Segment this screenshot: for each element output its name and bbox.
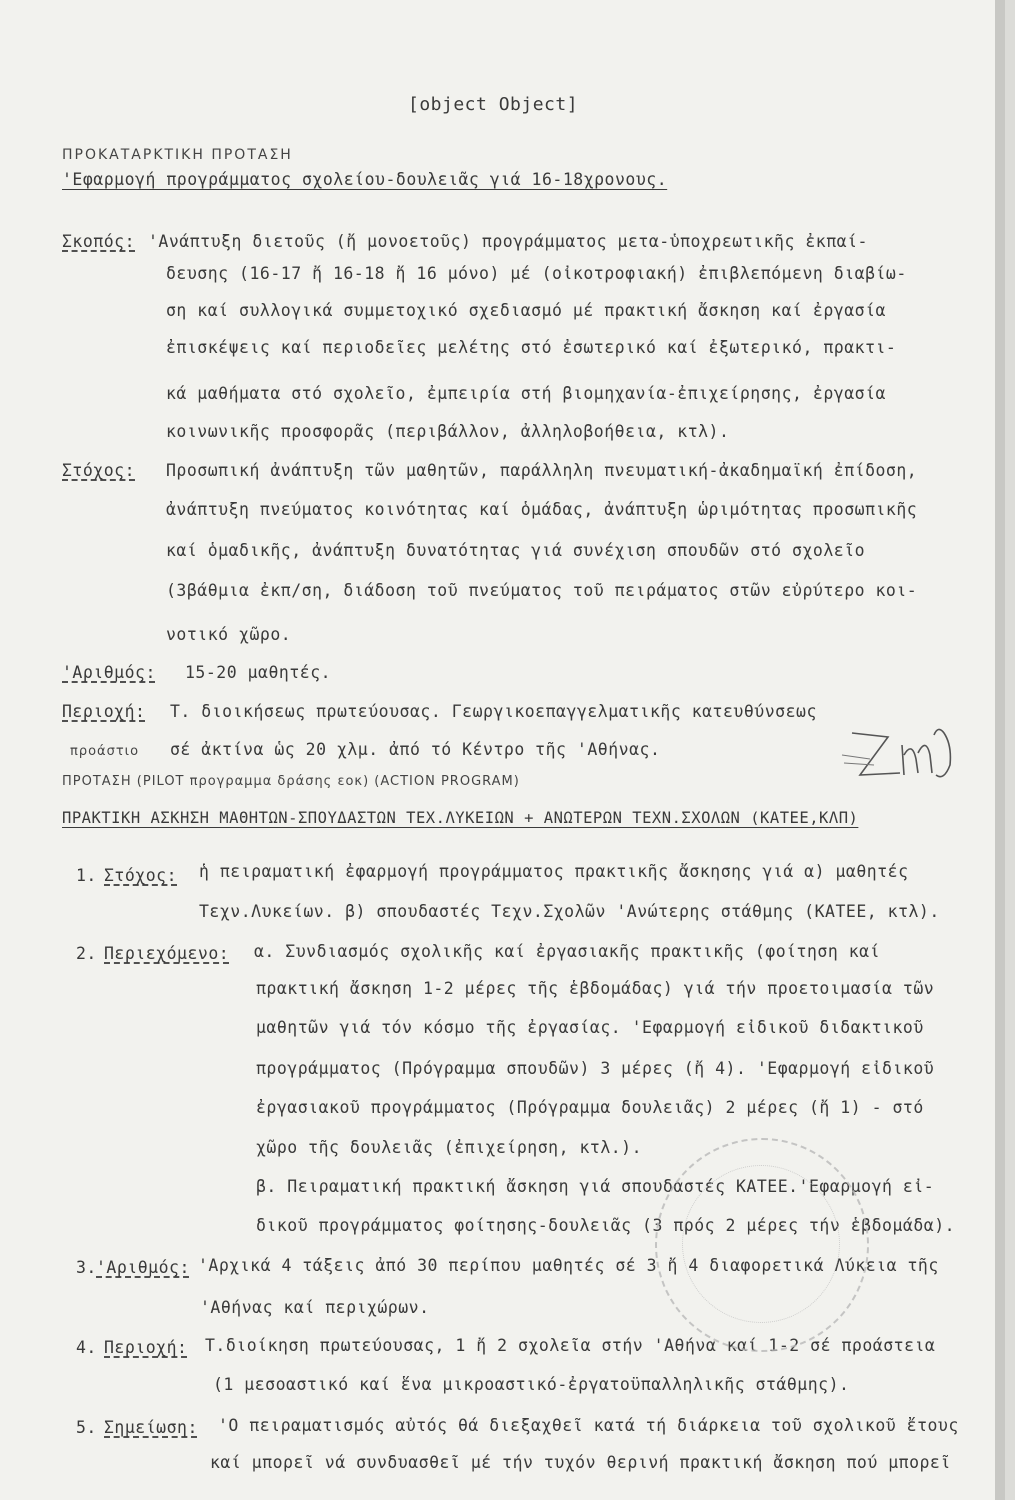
area-text: Τ. διοικήσεως πρωτεύουσας. Γεωργικοεπαγγελματικῆς κατευθύνσεως bbox=[170, 702, 817, 721]
goal-line: καί ὁμαδικῆς, ἀνάπτυξη δυνατότητας γιά συνέχιση σπουδῶν στό σχολεῖο bbox=[166, 541, 866, 560]
item-label: Περιεχόμενο: bbox=[104, 944, 230, 963]
item-number: 1. bbox=[76, 866, 97, 885]
item-text: 'Ο πειραματισμός αὐτός θά διεξαχθεῖ κατά τή διάρκεια τοῦ σχολικοῦ ἔτους bbox=[218, 1416, 959, 1435]
goal-label: Στόχος: bbox=[62, 461, 136, 480]
document-title: 'Εφαρμογή προγράμματος σχολείου-δουλειᾶς γιά 16-18χρονους. bbox=[62, 170, 668, 189]
item-number: 4. bbox=[76, 1338, 97, 1357]
goal-line: Προσωπική ἀνάπτυξη τῶν μαθητῶν, παράλληλη πνευματική-ἀκαδημαϊκή ἐπίδοση, bbox=[166, 461, 918, 480]
item-text: προγράμματος (Πρόγραμμα σπουδῶν) 3 μέρες (ἤ 4). 'Εφαρμογή εἰδικοῦ bbox=[256, 1059, 935, 1078]
goal-line: (3βάθμια ἐκπ/ση, διάδοση τοῦ πνεύματος τοῦ πειράματος στῶν εὐρύτερο κοι- bbox=[166, 581, 918, 600]
scope-label: Σκοπός: bbox=[62, 232, 136, 251]
item-text: δικοῦ προγράμματος φοίτησης-δουλειᾶς (3 πρός 2 μέρες τήν ἑβδομάδα). bbox=[256, 1216, 956, 1235]
item-number: 2. bbox=[76, 944, 97, 963]
scope-line: δευσης (16-17 ἤ 16-18 ἤ 16 μόνο) μέ (οἰκοτροφιακή) ἐπιβλεπόμενη διαβίω- bbox=[166, 264, 907, 283]
scope-line: ἐπισκέψεις καί περιοδεῖες μελέτης στό ἐσωτερικό καί ἐξωτερικό, πρακτι- bbox=[166, 338, 897, 357]
item-number: 3. bbox=[76, 1258, 97, 1277]
item-text: πρακτική ἄσκηση 1-2 μέρες τῆς ἑβδομάδας) γιά τήν προετοιμασία τῶν bbox=[256, 979, 935, 998]
item-label: 'Αριθμός: bbox=[96, 1258, 190, 1277]
scope-line: 'Ανάπτυξη διετοῦς (ἤ μονοετοῦς) προγράμματος μετα-ὑποχρεωτικῆς ἐκπαί- bbox=[148, 232, 868, 251]
scope-line: κά μαθήματα στό σχολεῖο, ἐμπειρία στή βιομηχανία-ἐπιχείρησης, ἐργασία bbox=[166, 384, 886, 403]
item-text: καί μπορεῖ νά συνδυασθεῖ μέ τήν τυχόν θερινή πρακτική ἄσκηση πού μπορεῖ bbox=[210, 1453, 951, 1472]
item-number: 5. bbox=[76, 1418, 97, 1437]
item-text: α. Συνδιασμός σχολικῆς καί ἐργασιακῆς πρακτικῆς (φοίτηση καί bbox=[254, 942, 881, 961]
item-text: χῶρο τῆς δουλειᾶς (ἐπιχείρηση, κτλ.). bbox=[256, 1138, 643, 1157]
handwritten-suburb: προάστιο bbox=[70, 744, 140, 759]
page-number: [object Object] bbox=[408, 94, 579, 115]
item-text: 'Αθήνας καί περιχώρων. bbox=[200, 1298, 430, 1317]
item-text: Τ.διοίκηση πρωτεύουσας, 1 ἤ 2 σχολεῖα στήν 'Αθήνα καί 1-2 σέ προάστεια bbox=[205, 1336, 936, 1355]
item-label: Σημείωση: bbox=[104, 1418, 198, 1437]
signature-mark bbox=[840, 715, 970, 795]
item-text: ἐργασιακοῦ προγράμματος (Πρόγραμμα δουλειᾶς) 2 μέρες (ἤ 1) - στό bbox=[256, 1098, 924, 1117]
handwritten-title: ΠΡΟΚΑΤΑΡΚΤΙΚΗ ΠΡΟΤΑΣΗ bbox=[62, 147, 293, 163]
goal-line: ἀνάπτυξη πνεύματος κοινότητας καί ὁμάδας, ἀνάπτυξη ὡριμότητας προσωπικῆς bbox=[166, 500, 918, 519]
item-text: β. Πειραματική πρακτική ἄσκηση γιά σπουδαστές ΚΑΤΕΕ.'Εφαρμογή εἰ- bbox=[256, 1177, 935, 1196]
number-label: 'Αριθμός: bbox=[62, 663, 156, 682]
item-text: Τεχν.Λυκείων. β) σπουδαστές Τεχν.Σχολῶν 'Ανώτερης στάθμης (ΚΑΤΕΕ, κτλ). bbox=[199, 902, 940, 921]
item-label: Στόχος: bbox=[104, 866, 178, 885]
scope-line: ση καί συλλογικά συμμετοχικό σχεδιασμό μέ πρακτική ἄσκηση καί ἐργασία bbox=[166, 301, 886, 320]
number-value: 15-20 μαθητές. bbox=[185, 663, 332, 682]
official-stamp bbox=[655, 1138, 869, 1352]
item-label: Περιοχή: bbox=[104, 1338, 188, 1357]
item-text: (1 μεσοαστικό καί ἕνα μικροαστικό-ἐργατοϋπαλληλικῆς στάθμης). bbox=[213, 1375, 850, 1394]
scope-line: κοινωνικῆς προσφορᾶς (περιβάλλον, ἀλληλοβοήθεια, κτλ). bbox=[166, 422, 730, 441]
section-title: ΠΡΑΚΤΙΚΗ ΑΣΚΗΣΗ ΜΑΘΗΤΩΝ-ΣΠΟΥΔΑΣΤΩΝ ΤΕΧ.ΛΥΚΕΙΩΝ + ΑΝΩΤΕΡΩΝ ΤΕΧΝ.ΣΧΟΛΩΝ (ΚΑΤΕΕ,ΚΛΠ) bbox=[62, 809, 859, 827]
goal-line: νοτικό χῶρο. bbox=[166, 625, 292, 644]
item-text: ἡ πειραματική ἐφαρμογή προγράμματος πρακτικῆς ἄσκησης γιά α) μαθητές bbox=[199, 862, 909, 881]
item-text: μαθητῶν γιά τόν κόσμο τῆς ἐργασίας. 'Εφαρμογή εἰδικοῦ διδακτικοῦ bbox=[256, 1018, 924, 1037]
area-label: Περιοχή: bbox=[62, 702, 146, 721]
page-edge bbox=[995, 0, 1005, 1500]
handwritten-proposal: ΠΡΟΤΑΣΗ (PILOT προγραμμα δράσης εοκ) (ACTION PROGRAM) bbox=[62, 774, 520, 789]
item-text: 'Αρχικά 4 τάξεις ἀπό 30 περίπου μαθητές σέ 3 ἤ 4 διαφορετικά Λύκεια τῆς bbox=[198, 1256, 939, 1275]
area-text-2: σέ ἀκτίνα ὡς 20 χλμ. ἀπό τό Κέντρο τῆς 'Αθήνας. bbox=[170, 740, 661, 759]
